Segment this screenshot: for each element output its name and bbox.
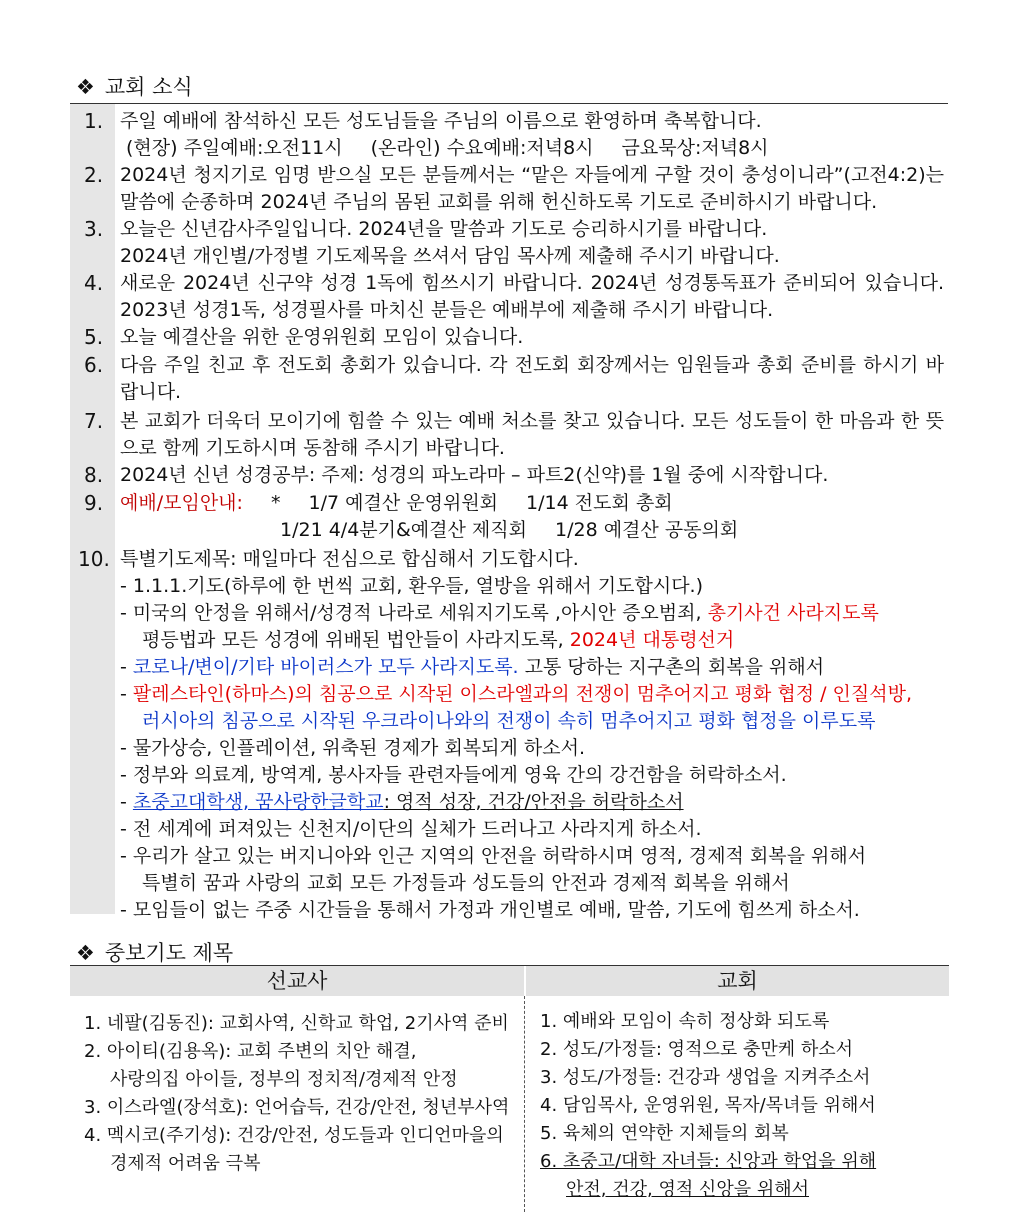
list-item: 경제적 어려움 극복 <box>110 1153 261 1174</box>
missionary-list <box>84 1010 520 1178</box>
prayer-point: - 미국의 안정을 위해서/성경적 나라로 세워지기도록 ,아시안 증오범죄, 총기사건 사라지도록 <box>120 602 879 624</box>
item-number: 1. <box>84 109 104 133</box>
item-number: 6. <box>84 353 104 377</box>
diamond-bullet-icon: ❖ <box>76 941 95 965</box>
item-number: 4. <box>84 271 104 295</box>
item-number: 5. <box>84 325 104 349</box>
prayer-point: - 팔레스타인(하마스)의 침공으로 시작된 이스라엘과의 전쟁이 멈추어지고 평화 협정 / 인질석방, <box>120 683 912 705</box>
list-item: 2. 성도/가정들: 영적으로 충만케 하소서 <box>540 1039 854 1060</box>
notice-text: 주일 예배에 참석하신 모든 성도님들을 주님의 이름으로 환영하며 축복합니다. <box>120 110 762 132</box>
list-item: 4. 멕시코(주기성): 건강/안전, 성도들과 인디언마을의 <box>84 1125 504 1146</box>
item-number: 10. <box>78 547 110 571</box>
list-item: 1. 예배와 모임이 속히 정상화 되도록 <box>540 1011 830 1032</box>
notice-text: 오늘 예결산을 위한 운영위원회 모임이 있습니다. <box>120 326 524 348</box>
notice-text: 새로운 2024년 신구약 성경 1독에 힘쓰시기 바랍니다. 2024년 성경통독표가 준비되어 있습니다. 2023년 성경1독, 성경필사를 마치신 분들은 예배부에 제출해 주시기 바랍니다. <box>120 272 944 321</box>
prayer-point-cont: 러시아의 침공으로 시작된 우크라이나와의 전쟁이 속히 멈추어지고 평화 협정을 이루도록 <box>142 710 876 732</box>
item-number: 8. <box>84 463 104 487</box>
notice-text: 오늘은 신년감사주일입니다. 2024년을 말씀과 기도로 승리하시기를 바랍니다. <box>120 218 768 240</box>
list-item: 1. 네팔(김동진): 교회사역, 신학교 학업, 2기사역 준비 <box>84 1013 509 1034</box>
list-item: 4. 담임목사, 운영위원, 목자/목녀들 위해서 <box>540 1095 876 1116</box>
church-column-header: 교회 <box>526 966 949 996</box>
prayer-point: - 코로나/변이/기타 바이러스가 모두 사라지도록. 고통 당하는 지구촌의 회복을 위해서 <box>120 656 825 678</box>
item-number: 9. <box>84 491 104 515</box>
intercession-table <box>70 966 949 1212</box>
prayer-point-cont: 특별히 꿈과 사랑의 교회 모든 가정들과 성도들의 안전과 경제적 회복을 위해서 <box>142 872 790 894</box>
prayer-point: - 초중고대학생, 꿈사랑한글학교: 영적 성장, 건강/안전을 허락하소서 <box>120 791 684 813</box>
prayer-point: - 모임들이 없는 주중 시간들을 통해서 가정과 개인별로 예배, 말씀, 기도에 힘쓰게 하소서. <box>120 899 860 921</box>
list-item: 2. 아이티(김용옥): 교회 주변의 치안 해결, <box>84 1041 417 1062</box>
service-schedule: (현장) 주일예배:오전11시 (온라인) 수요예배:저녁8시 금요묵상:저녁8시 <box>126 137 769 159</box>
item-number: 7. <box>84 409 104 433</box>
item-number: 3. <box>84 217 104 241</box>
prayer-point: - 물가상승, 인플레이션, 위축된 경제가 회복되게 하소서. <box>120 737 586 759</box>
list-item: 사랑의집 아이들, 정부의 정치적/경제적 안정 <box>110 1069 458 1090</box>
prayer-point-cont: 평등법과 모든 성경에 위배된 법안들이 사라지도록, 2024년 대통령선거 <box>142 629 735 651</box>
notice-text: 2024년 신년 성경공부: 주제: 성경의 파노라마 – 파트2(신약)를 1월 중에 시작합니다. <box>120 464 829 486</box>
list-item: 5. 육체의 연약한 지체들의 회복 <box>540 1123 789 1144</box>
prayer-point: - 정부와 의료계, 방역계, 봉사자들 관련자들에게 영육 간의 강건함을 허락하소서. <box>120 764 787 786</box>
list-item: 안전, 건강, 영적 신앙을 위해서 <box>566 1179 809 1200</box>
meeting-label: 예배/모임안내: <box>120 492 243 514</box>
diamond-bullet-icon: ❖ <box>76 75 95 99</box>
item-number: 2. <box>84 163 104 187</box>
prayer-title: ❖ 중보기도 제목 <box>76 941 234 965</box>
notices-title: ❖ 교회 소식 <box>76 75 193 99</box>
column-divider <box>524 996 525 1212</box>
notice-text: 2024년 개인별/가정별 기도제목을 쓰셔서 담임 목사께 제출해 주시기 바랍니다. <box>120 245 780 267</box>
prayer-point: - 1.1.1.기도(하루에 한 번씩 교회, 환우들, 열방을 위해서 기도합시다.) <box>120 575 703 597</box>
notice-text: 다음 주일 친교 후 전도회 총회가 있습니다. 각 전도회 회장께서는 임원들과 총회 준비를 하시기 바랍니다. <box>120 354 944 403</box>
prayer-point: - 우리가 살고 있는 버지니아와 인근 지역의 안전을 허락하시며 영적, 경제적 회복을 위해서 <box>120 845 867 867</box>
meeting-schedule-row-2: 1/21 4/4분기&예결산 제직회 1/28 예결산 공동의회 <box>280 519 739 541</box>
prayer-heading: 특별기도제목: 매일마다 전심으로 합심해서 기도합시다. <box>120 548 579 570</box>
list-item: 3. 이스라엘(장석호): 언어습득, 건강/안전, 청년부사역 <box>84 1097 510 1118</box>
notice-text: 본 교회가 더욱더 모이기에 힘쓸 수 있는 예배 처소를 찾고 있습니다. 모든 성도들이 한 마음과 한 뜻으로 함께 기도하시며 동참해 주시기 바랍니다. <box>120 410 944 459</box>
list-item: 3. 성도/가정들: 건강과 생업을 지켜주소서 <box>540 1067 871 1088</box>
notice-text: 2024년 청지기로 임명 받으실 모든 분들께서는 “맡은 자들에게 구할 것이 충성이니라”(고전4:2)는 말씀에 순종하며 2024년 주님의 몸된 교회를 위해 헌신하도록 기도로 준비하시기 바랍니다. <box>120 164 944 213</box>
meeting-schedule-row-1: 예배/모임안내: * 1/7 예결산 운영위원회 1/14 전도회 총회 <box>120 492 673 514</box>
notice-list <box>70 104 948 921</box>
prayer-point: - 전 세계에 퍼져있는 신천지/이단의 실체가 드러나고 사라지게 하소서. <box>120 818 702 840</box>
church-list <box>540 1008 945 1204</box>
missionary-column-header: 선교사 <box>70 966 524 996</box>
list-item: 6. 초중고/대학 자녀들: 신앙과 학업을 위해 <box>540 1151 877 1172</box>
